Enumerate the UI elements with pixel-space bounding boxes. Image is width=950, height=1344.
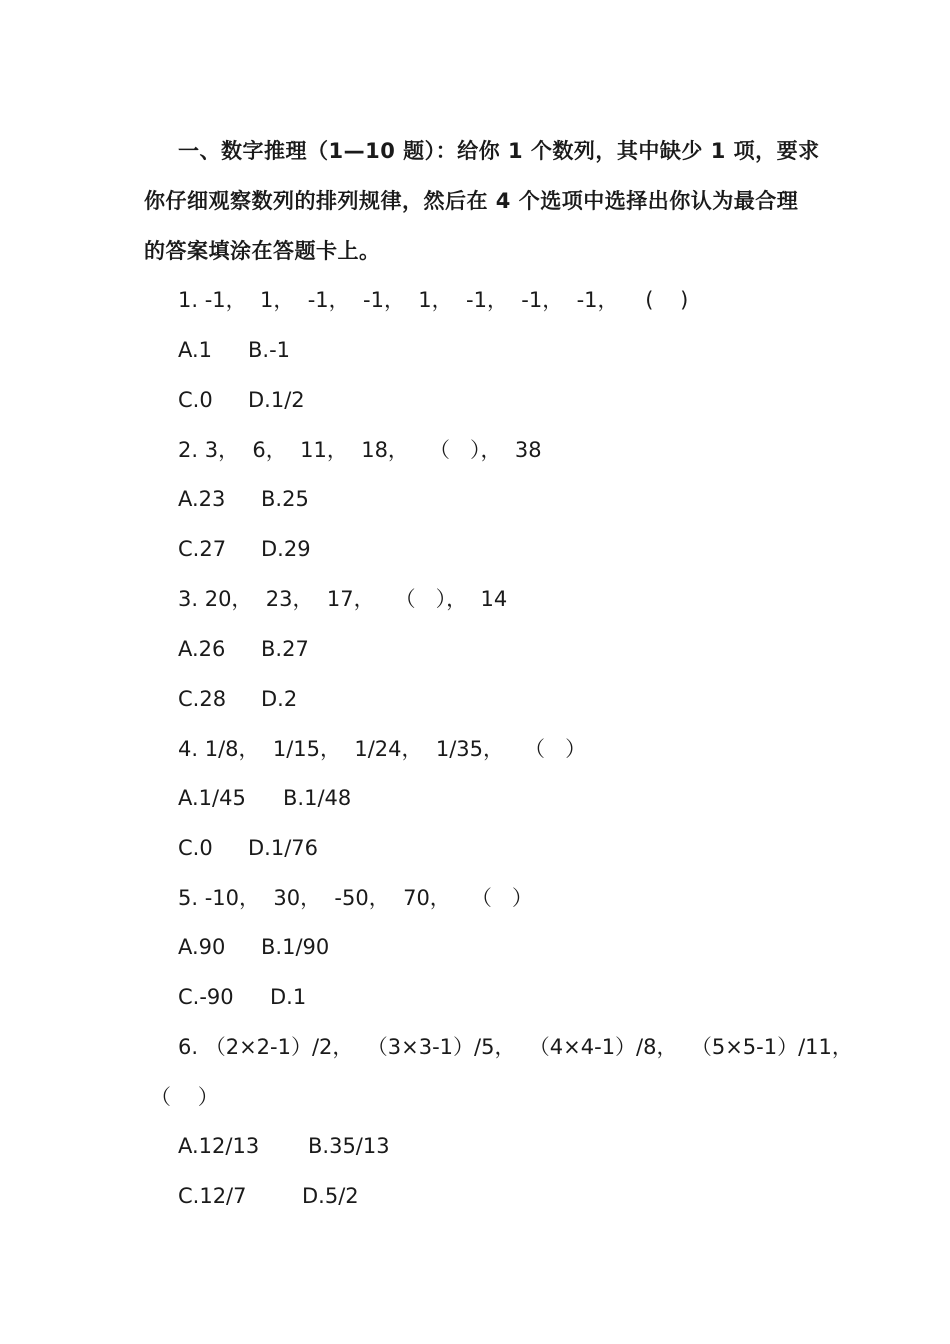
question-1-stem: 1. -1， 1， -1， -1， 1， -1， -1， -1， ( ) bbox=[178, 288, 689, 312]
question-6-stem: 6. （2×2-1）/2， （3×3-1）/5， （4×4-1）/8， （5×5-1）/11， bbox=[178, 1035, 853, 1059]
question-5-option-a: A.90 bbox=[178, 935, 226, 959]
question-2-option-b: B.25 bbox=[261, 487, 309, 511]
question-5-option-b: B.1/90 bbox=[261, 935, 330, 959]
question-4-option-d: D.1/76 bbox=[248, 836, 319, 860]
question-1-option-b: B.-1 bbox=[248, 338, 291, 362]
question-1-option-c: C.0 bbox=[178, 388, 213, 412]
question-3-option-a: A.26 bbox=[178, 637, 226, 661]
question-6-option-b: B.35/13 bbox=[308, 1134, 390, 1158]
question-3-stem: 3. 20， 23， 17， （ ）， 14 bbox=[178, 587, 508, 611]
question-2-option-a: A.23 bbox=[178, 487, 226, 511]
question-2-option-c: C.27 bbox=[178, 537, 227, 561]
question-3-option-c: C.28 bbox=[178, 687, 227, 711]
question-6-option-c: C.12/7 bbox=[178, 1184, 247, 1208]
question-2-stem: 2. 3， 6， 11， 18， （ ）， 38 bbox=[178, 438, 542, 462]
question-1-option-d: D.1/2 bbox=[248, 388, 305, 412]
question-6-option-a: A.12/13 bbox=[178, 1134, 260, 1158]
question-4-option-c: C.0 bbox=[178, 836, 213, 860]
question-5-stem: 5. -10， 30， -50， 70， （ ） bbox=[178, 886, 533, 910]
question-5-option-d: D.1 bbox=[270, 985, 307, 1009]
question-6-option-d: D.5/2 bbox=[302, 1184, 359, 1208]
question-5-option-c: C.-90 bbox=[178, 985, 234, 1009]
question-3-option-b: B.27 bbox=[261, 637, 309, 661]
question-4-stem: 4. 1/8， 1/15， 1/24， 1/35， （ ） bbox=[178, 737, 587, 761]
instruction-line-2: 你仔细观察数列的排列规律，然后在 4 个选项中选择出你认为最合理 bbox=[144, 189, 799, 213]
question-4-option-a: A.1/45 bbox=[178, 786, 246, 810]
question-2-option-d: D.29 bbox=[261, 537, 311, 561]
question-6-stem-continuation: （ ） bbox=[150, 1085, 219, 1109]
question-3-option-d: D.2 bbox=[261, 687, 298, 711]
instruction-line-1: 一、数字推理（1—10 题）：给你 1 个数列，其中缺少 1 项，要求 bbox=[178, 139, 820, 163]
question-4-option-b: B.1/48 bbox=[283, 786, 352, 810]
instruction-line-3: 的答案填涂在答题卡上。 bbox=[144, 239, 381, 263]
question-1-option-a: A.1 bbox=[178, 338, 213, 362]
